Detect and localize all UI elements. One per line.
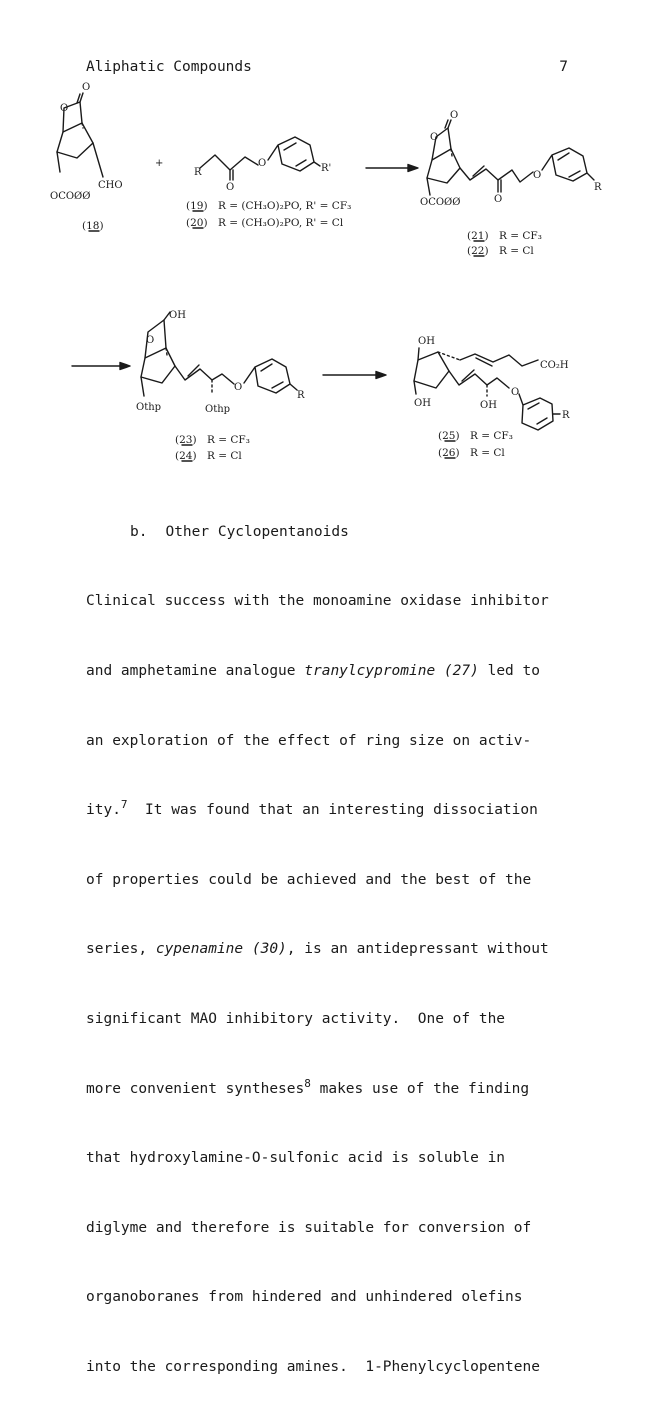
compound-name-tranylcypromine: tranylcypromine (27) <box>304 663 479 679</box>
section-letter: b. <box>130 524 148 540</box>
body-text-run: makes use of the finding <box>310 1080 530 1097</box>
body-text-run: more convenient syntheses <box>86 1080 305 1097</box>
lactol-othp-ring: Othp <box>136 402 162 413</box>
compound-23-24-structure <box>136 310 305 415</box>
compound-21-22-structure <box>420 110 602 208</box>
ester-group: OCOØØ <box>50 191 91 202</box>
reaction-scheme <box>0 0 656 500</box>
reaction-arrow-3 <box>323 372 386 379</box>
footnote-ref-8: 8 <box>304 1076 311 1090</box>
phosphonate-r: R <box>194 167 202 178</box>
body-line <box>86 938 596 961</box>
body-line <box>86 1078 596 1101</box>
product-ester: OCOØØ <box>420 197 461 208</box>
compound-label-19: (19) <box>186 200 208 212</box>
section-heading <box>130 522 349 542</box>
pg-oh-top: OH <box>418 336 435 347</box>
body-text-run: It was found that an interesting dissociation <box>127 802 538 819</box>
footnote-ref-7: 7 <box>120 798 128 812</box>
compound-label-23: (23) <box>175 434 197 446</box>
body-text-run: series, <box>86 941 156 958</box>
body-line: into the corresponding amines. 1-Phenylcyclopentene <box>86 1358 540 1375</box>
compound-label-22: (22) <box>467 245 489 257</box>
compound-23-substituent: R = CF₃ <box>207 434 250 446</box>
reaction-arrow-2 <box>72 363 130 370</box>
body-line: an exploration of the effect of ring size on activ- <box>86 732 532 749</box>
pg-ether-o: O <box>511 387 520 398</box>
carbonyl-oxygen: O <box>82 82 91 93</box>
ring-oxygen: O <box>60 103 69 114</box>
compound-label-20: (20) <box>186 217 208 229</box>
phosphonate-carbonyl-o: O <box>226 182 235 193</box>
lactol-othp-chain: Othp <box>205 404 231 415</box>
body-line: of properties could be achieved and the best of the <box>86 871 532 888</box>
product-ring-oxygen: O <box>430 132 439 143</box>
running-head-title: Aliphatic Compounds <box>86 59 252 75</box>
body-text-run: led to <box>478 663 540 679</box>
compound-26-substituent: R = Cl <box>470 447 505 459</box>
body-line: significant MAO inhibitory activity. One of the <box>86 1010 506 1027</box>
compound-24-substituent: R = Cl <box>207 450 242 462</box>
phosphonate-r-prime: R' <box>321 163 332 174</box>
compound-label-18: (18) <box>82 220 104 232</box>
compound-20-substituents: R = (CH₃O)₂PO, R' = Cl <box>218 217 344 229</box>
lactol-ring-o: O <box>146 335 155 346</box>
compound-label-24: (24) <box>175 450 197 462</box>
phosphonate-ether-o: O <box>258 158 267 169</box>
plus-sign: + <box>155 158 164 169</box>
compound-21-substituent: R = CF₃ <box>499 230 542 242</box>
compound-19-substituents: R = (CH₃O)₂PO, R' = CF₃ <box>218 200 352 212</box>
compound-25-substituent: R = CF₃ <box>470 430 513 442</box>
compound-name-cypenamine: cypenamine (30) <box>155 941 287 958</box>
body-text-run: and amphetamine analogue <box>86 663 305 679</box>
body-line: organoboranes from hindered and unhindered olefins <box>86 1289 523 1306</box>
body-paragraph <box>86 544 596 1402</box>
body-line <box>86 799 596 822</box>
body-line: Clinical success with the monoamine oxidase inhibitor <box>86 593 549 610</box>
product-ether-o: O <box>533 170 542 181</box>
phosphonate-structure <box>194 137 331 193</box>
section-title: Other Cyclopentanoids <box>165 524 349 540</box>
compound-label-26: (26) <box>438 447 460 459</box>
body-line: that hydroxylamine-O-sulfonic acid is soluble in <box>86 1150 506 1167</box>
compound-25-26-structure <box>414 336 570 430</box>
compound-label-25: (25) <box>438 430 460 442</box>
compound-label-21: (21) <box>467 230 489 242</box>
compound-22-substituent: R = Cl <box>499 245 534 257</box>
cho-group: CHO <box>98 180 123 191</box>
lactol-ether-o: O <box>234 382 243 393</box>
body-line: diglyme and therefore is suitable for conversion of <box>86 1219 532 1236</box>
pg-oh-ring: OH <box>414 398 431 409</box>
body-text-run: , is an antidepressant without <box>286 941 549 958</box>
lactol-r: R <box>297 390 305 401</box>
product-ketone-o: O <box>494 194 503 205</box>
pg-oh-chain: OH <box>480 400 497 411</box>
product-r: R <box>594 182 602 193</box>
page-number: 7 <box>559 59 568 75</box>
pg-r: R <box>562 410 570 421</box>
compound-18-structure <box>50 82 123 232</box>
pg-co2h: CO₂H <box>540 360 569 371</box>
product-carbonyl-oxygen: O <box>450 110 459 121</box>
body-line <box>86 660 596 683</box>
body-text-run: ity. <box>86 802 121 819</box>
reaction-arrow-1 <box>366 165 418 172</box>
lactol-oh: OH <box>169 310 186 321</box>
